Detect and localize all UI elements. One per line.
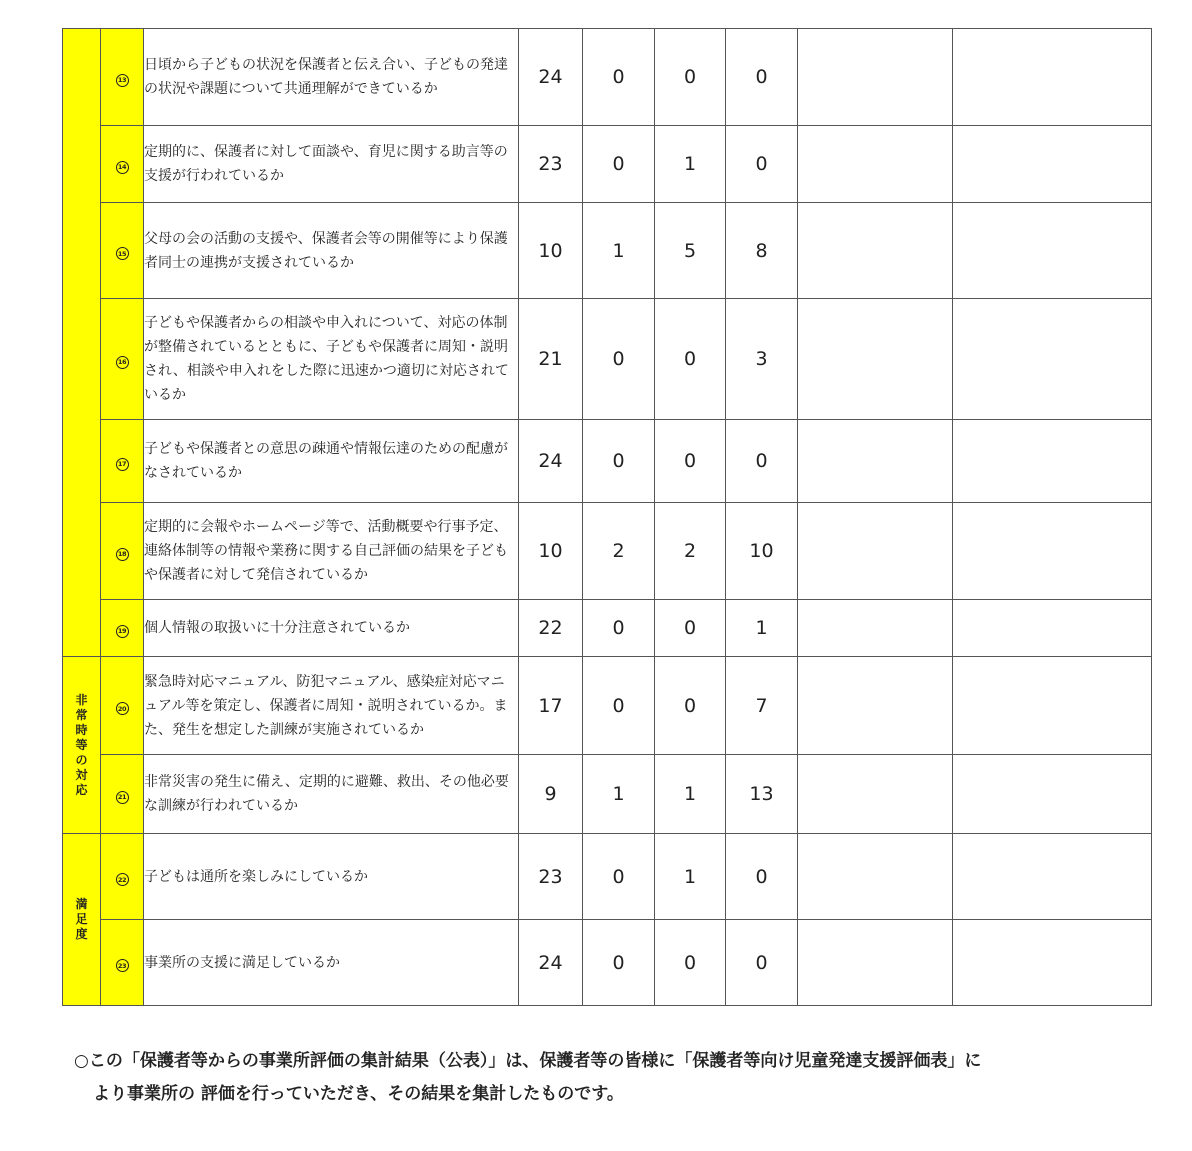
value-cell: 10 <box>519 503 583 600</box>
question-text: 日頃から子どもの状況を保護者と伝え合い、子どもの発達の状況や課題について共通理解ができているか <box>144 29 519 126</box>
value-cell: 1 <box>655 834 726 920</box>
table-row <box>63 29 1152 126</box>
response-cell <box>953 29 1152 126</box>
table-row <box>63 657 1152 755</box>
value-cell: 17 <box>519 657 583 755</box>
footer-note <box>74 1045 1144 1111</box>
value-cell: 9 <box>519 755 583 834</box>
table-row <box>63 600 1152 657</box>
value-cell: 0 <box>655 420 726 503</box>
comment-cell <box>798 920 953 1006</box>
item-number-cell <box>101 420 144 503</box>
value-cell: 22 <box>519 600 583 657</box>
table-row <box>63 126 1152 203</box>
value-cell: 0 <box>726 420 798 503</box>
table-row <box>63 503 1152 600</box>
item-number-cell <box>101 920 144 1006</box>
item-number-cell <box>101 657 144 755</box>
item-number-cell <box>101 755 144 834</box>
comment-cell <box>798 203 953 299</box>
value-cell: 0 <box>726 29 798 126</box>
question-text: 個人情報の取扱いに十分注意されているか <box>144 600 519 657</box>
question-text: 定期的に会報やホームページ等で、活動概要や行事予定、連絡体制等の情報や業務に関する自己評価の結果を子どもや保護者に対して発信されているか <box>144 503 519 600</box>
item-number-cell <box>101 834 144 920</box>
comment-cell <box>798 299 953 420</box>
table-row <box>63 920 1152 1006</box>
item-number: 20 <box>116 702 129 715</box>
response-cell <box>953 503 1152 600</box>
value-cell: 1 <box>726 600 798 657</box>
value-cell: 0 <box>655 600 726 657</box>
item-number: 14 <box>116 161 129 174</box>
category-cell-emergency <box>63 657 101 834</box>
value-cell: 0 <box>583 126 655 203</box>
item-number-cell <box>101 29 144 126</box>
footer-line-2: より事業所の 評価を行っていただき、その結果を集計したものです。 <box>93 1084 624 1104</box>
question-text: 非常災害の発生に備え、定期的に避難、救出、その他必要な訓練が行われているか <box>144 755 519 834</box>
question-text: 父母の会の活動の支援や、保護者会等の開催等により保護者同士の連携が支援されているか <box>144 203 519 299</box>
value-cell: 0 <box>583 420 655 503</box>
value-cell: 0 <box>583 834 655 920</box>
comment-cell <box>798 126 953 203</box>
comment-cell <box>798 657 953 755</box>
question-text: 子どもは通所を楽しみにしているか <box>144 834 519 920</box>
value-cell: 0 <box>655 299 726 420</box>
response-cell <box>953 657 1152 755</box>
question-text: 事業所の支援に満足しているか <box>144 920 519 1006</box>
value-cell: 24 <box>519 920 583 1006</box>
value-cell: 0 <box>655 29 726 126</box>
response-cell <box>953 203 1152 299</box>
item-number: 16 <box>116 356 129 369</box>
category-cell-continuation <box>63 29 101 657</box>
item-number: 13 <box>116 74 129 87</box>
comment-cell <box>798 600 953 657</box>
comment-cell <box>798 755 953 834</box>
value-cell: 7 <box>726 657 798 755</box>
value-cell: 1 <box>655 755 726 834</box>
value-cell: 13 <box>726 755 798 834</box>
value-cell: 1 <box>655 126 726 203</box>
table-row <box>63 203 1152 299</box>
question-text: 定期的に、保護者に対して面談や、育児に関する助言等の支援が行われているか <box>144 126 519 203</box>
comment-cell <box>798 420 953 503</box>
response-cell <box>953 755 1152 834</box>
value-cell: 8 <box>726 203 798 299</box>
table-row <box>63 755 1152 834</box>
table-row <box>63 834 1152 920</box>
question-text: 子どもや保護者からの相談や申入れについて、対応の体制が整備されているとともに、子どもや保護者に周知・説明され、相談や申入れをした際に迅速かつ適切に対応されているか <box>144 299 519 420</box>
item-number: 23 <box>116 959 129 972</box>
value-cell: 0 <box>583 920 655 1006</box>
category-label: 満足度 <box>75 897 88 941</box>
item-number-cell <box>101 126 144 203</box>
category-cell-satisfaction <box>63 834 101 1006</box>
value-cell: 0 <box>583 29 655 126</box>
comment-cell <box>798 834 953 920</box>
value-cell: 0 <box>726 126 798 203</box>
value-cell: 0 <box>726 834 798 920</box>
question-text: 子どもや保護者との意思の疎通や情報伝達のための配慮がなされているか <box>144 420 519 503</box>
value-cell: 0 <box>583 657 655 755</box>
footer-line-1: ○この「保護者等からの事業所評価の集計結果（公表）」は、保護者等の皆様に「保護者等向け児童発達支援評価表」に <box>74 1051 982 1071</box>
value-cell: 0 <box>655 657 726 755</box>
value-cell: 0 <box>583 299 655 420</box>
comment-cell <box>798 503 953 600</box>
response-cell <box>953 920 1152 1006</box>
value-cell: 0 <box>726 920 798 1006</box>
value-cell: 23 <box>519 834 583 920</box>
response-cell <box>953 126 1152 203</box>
item-number: 19 <box>116 625 129 638</box>
item-number-cell <box>101 203 144 299</box>
item-number-cell <box>101 503 144 600</box>
value-cell: 1 <box>583 203 655 299</box>
table-row <box>63 420 1152 503</box>
value-cell: 24 <box>519 29 583 126</box>
response-cell <box>953 420 1152 503</box>
value-cell: 2 <box>655 503 726 600</box>
comment-cell <box>798 29 953 126</box>
question-text: 緊急時対応マニュアル、防犯マニュアル、感染症対応マニュアル等を策定し、保護者に周知・説明されているか。また、発生を想定した訓練が実施されているか <box>144 657 519 755</box>
value-cell: 3 <box>726 299 798 420</box>
response-cell <box>953 299 1152 420</box>
item-number: 22 <box>116 873 129 886</box>
value-cell: 10 <box>519 203 583 299</box>
category-label: 非常時等の対応 <box>75 692 88 797</box>
value-cell: 5 <box>655 203 726 299</box>
response-cell <box>953 834 1152 920</box>
table-row <box>63 299 1152 420</box>
item-number: 15 <box>116 247 129 260</box>
evaluation-table <box>62 28 1152 1006</box>
item-number: 17 <box>116 458 129 471</box>
response-cell <box>953 600 1152 657</box>
item-number: 18 <box>116 548 129 561</box>
value-cell: 1 <box>583 755 655 834</box>
item-number-cell <box>101 299 144 420</box>
item-number-cell <box>101 600 144 657</box>
item-number: 21 <box>116 791 129 804</box>
value-cell: 10 <box>726 503 798 600</box>
value-cell: 0 <box>655 920 726 1006</box>
value-cell: 0 <box>583 600 655 657</box>
value-cell: 23 <box>519 126 583 203</box>
value-cell: 24 <box>519 420 583 503</box>
value-cell: 2 <box>583 503 655 600</box>
value-cell: 21 <box>519 299 583 420</box>
